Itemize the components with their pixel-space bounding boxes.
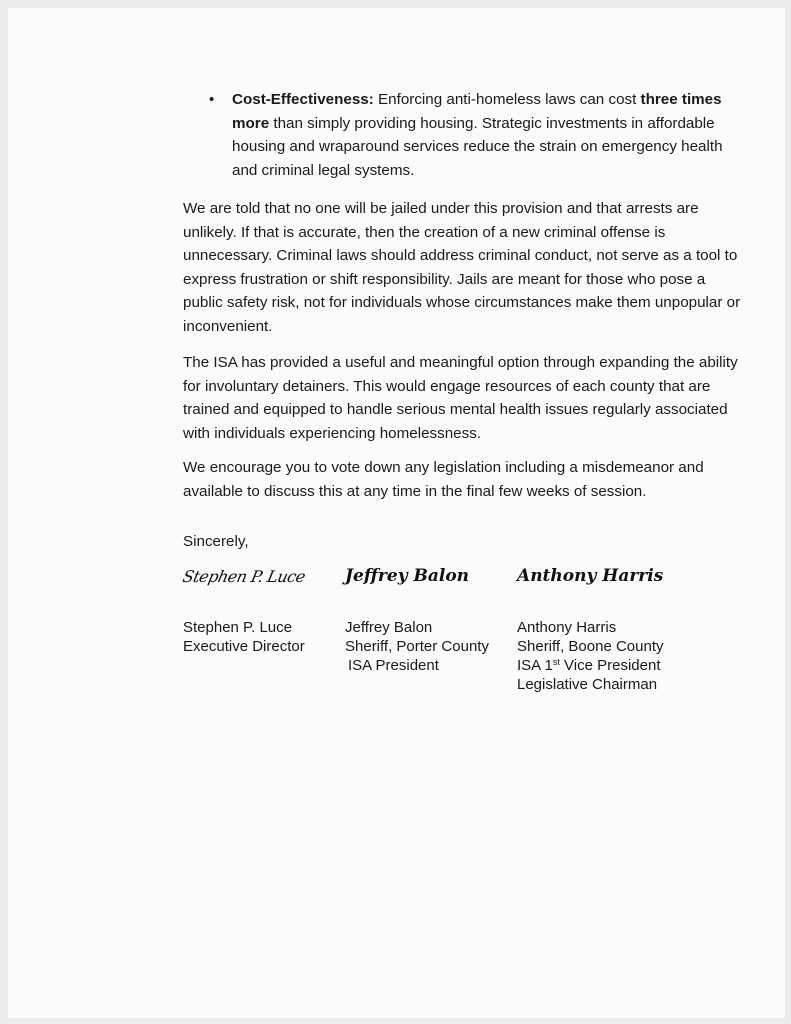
paragraph-jail-provision: We are told that no one will be jailed under this provision and that arrests are unlikely. If that is accurate, then the creation of a new criminal offense is unnecessary. Criminal laws should address criminal conduct, not serve as a tool to express frustration or shift responsibility. Jails are meant for those who pose a public safety risk, not for individuals whose circumstances make them unpopular or inconvenient. bbox=[183, 200, 741, 335]
signature-stephen-luce: Stephen P. Luce bbox=[181, 567, 307, 586]
bullet-label: Cost-Effectiveness: bbox=[232, 91, 374, 108]
bullet-list bbox=[183, 88, 743, 182]
signer-title: Legislative Chairman bbox=[517, 676, 658, 693]
paragraph-isa-option: The ISA has provided a useful and meaningful option through expanding the ability for involuntary detainers. This would engage resources of each county that are trained and equipped to handle serious mental health issues regularly associated with individuals experiencing homelessness. bbox=[183, 354, 738, 442]
signer-title: Sheriff, Porter County bbox=[345, 638, 489, 655]
closing-salutation: Sincerely, bbox=[183, 533, 249, 550]
signature-anthony-harris: Anthony Harris bbox=[517, 566, 664, 586]
bullet-item-cost-effectiveness bbox=[183, 88, 743, 182]
bullet-text: Enforcing anti-homeless laws can cost bbox=[373, 91, 641, 108]
signer-block-harris bbox=[517, 618, 663, 694]
signature-jeffrey-balon: Jeffrey Balon bbox=[345, 566, 470, 586]
signer-title: ISA President bbox=[348, 657, 439, 674]
signer-title-vice-president bbox=[517, 656, 663, 675]
signer-title: Executive Director bbox=[183, 638, 305, 655]
signer-title-prefix: ISA 1 bbox=[517, 657, 553, 674]
paragraph-vote-down: We encourage you to vote down any legislation including a misdemeanor and available to discuss this at any time in the final few weeks of session. bbox=[183, 459, 704, 500]
ordinal-suffix: st bbox=[552, 657, 560, 667]
signer-name: Stephen P. Luce bbox=[183, 619, 292, 636]
signer-block-luce bbox=[183, 618, 305, 656]
document-page bbox=[8, 8, 785, 1018]
signer-block-balon bbox=[345, 618, 489, 675]
signer-title: Sheriff, Boone County bbox=[517, 638, 664, 655]
bullet-dot-icon: • bbox=[209, 91, 215, 108]
signer-name: Anthony Harris bbox=[517, 619, 617, 636]
signer-name: Jeffrey Balon bbox=[345, 619, 433, 636]
signer-title-suffix: Vice President bbox=[559, 657, 661, 674]
bullet-text-continued: than simply providing housing. Strategic investments in affordable housing and wraparound services reduce the strain on emergency health and criminal legal systems. bbox=[232, 114, 723, 179]
bullet-emphasis: three times more bbox=[232, 91, 722, 132]
